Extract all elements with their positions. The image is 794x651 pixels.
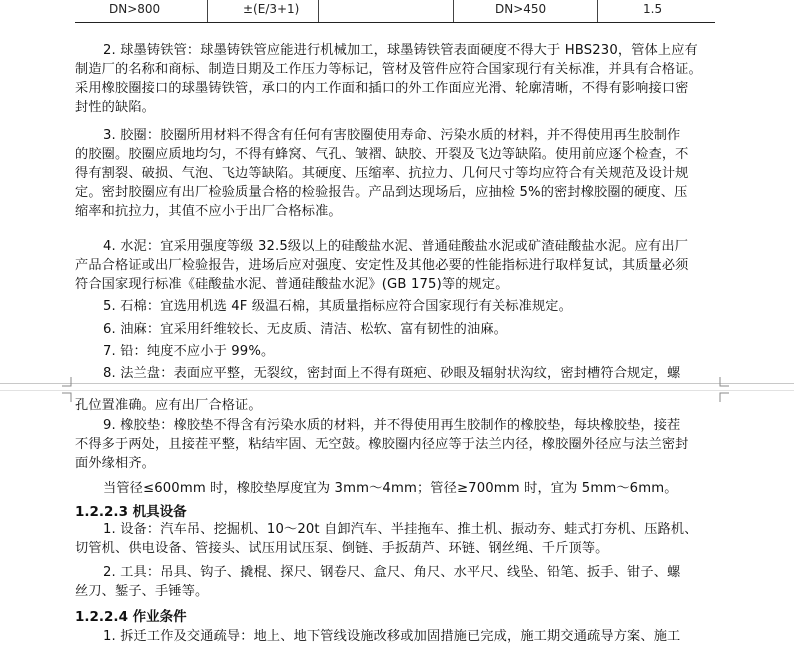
text-line: 2. 球墨铸铁管：球墨铸铁管应能进行机械加工，球墨铸铁管表面硬度不得大于 HBS230，管体上应有: [103, 43, 698, 58]
paragraph-lead: 7. 铅：纯度不应小于 99%。: [103, 344, 275, 359]
text-line: 封性的缺陷。: [75, 100, 156, 116]
text-line: 不得多于两处，且接茬平整，粘结牢固、无空鼓。橡胶圈内径应等于法兰内径，橡胶圈外径应与法兰密封: [75, 437, 689, 453]
text-line: 切管机、供电设备、管接头、试压用试压泵、倒链、手扳葫芦、环链、钢丝绳、千斤顶等。: [75, 541, 609, 557]
page-corner-mark-icon: [62, 392, 72, 402]
section-heading-equipment: 1.2.2.3 机具设备: [75, 504, 187, 520]
text-line: 丝刀、錾子、手锤等。: [75, 584, 209, 600]
page-corner-mark-icon: [719, 377, 729, 387]
text-line: 1. 设备：汽车吊、挖掘机、10～20t 自卸汽车、半挂拖车、推土机、振动夯、蛙式打夯机、压路机、: [103, 522, 698, 537]
table-cell-dn-range: DN>800: [109, 2, 161, 16]
paragraph-gasket-thickness: 当管径≤600mm 时，橡胶垫厚度宜为 3mm～4mm；管径≥700mm 时，宜为 5mm～6mm。: [103, 481, 678, 496]
paragraph-ductile-iron-pipe: [75, 41, 717, 117]
text-line: 3. 胶圈：胶圈所用材料不得含有任何有害胶圈使用寿命、污染水质的材料，并不得使用再生胶制作: [103, 128, 681, 143]
text-line: 制造厂的名称和商标、制造日期及工作压力等标记，管材及管件应符合国家现行有关标准，并具有合格证。: [75, 62, 702, 78]
table-divider: [597, 0, 598, 22]
paragraph-oakum: 6. 油麻：宜采用纤维较长、无皮质、清洁、松软、富有韧性的油麻。: [103, 322, 508, 337]
text-line: 采用橡胶圈接口的球墨铸铁管，承口的内工作面和插口的外工作面应光滑、轮廓清晰，不得有影响接口密: [75, 81, 689, 97]
text-line: 得有割裂、破损、气泡、飞边等缺陷。其硬度、压缩率、抗拉力、几何尺寸等均应符合有关规范及设计规: [75, 166, 689, 182]
table-divider: [207, 0, 208, 22]
paragraph-flange-continued: 孔位置准确。应有出厂合格证。: [75, 398, 262, 413]
text-line: 产品合格证或出厂检验报告，进场后应对强度、安定性及其他必要的性能指标进行取样复试，其质量必须: [75, 258, 689, 274]
page-break-separator: [0, 383, 794, 391]
paragraph-flange: 8. 法兰盘：表面应平整，无裂纹，密封面上不得有斑疤、砂眼及辐射状沟纹，密封槽符合规定，螺: [103, 366, 681, 381]
table-divider: [318, 0, 319, 22]
spec-table-last-row: [75, 0, 715, 23]
page-corner-mark-icon: [62, 377, 72, 387]
text-line: 面外缘相齐。: [75, 456, 156, 472]
paragraph-tools: [75, 563, 717, 601]
paragraph-demolition-traffic: 1. 拆迁工作及交通疏导：地上、地下管线设施改移或加固措施已完成，施工期交通疏导方案、施工: [103, 629, 681, 644]
section-heading-work-conditions: 1.2.2.4 作业条件: [75, 609, 187, 625]
paragraph-rubber-ring: [75, 126, 717, 221]
paragraph-equipment: [75, 520, 717, 558]
paragraph-asbestos: 5. 石棉：宜选用机选 4F 级温石棉，其质量指标应符合国家现行有关标准规定。: [103, 299, 572, 314]
table-cell-dn-range-2: DN>450: [495, 2, 547, 16]
text-line: 4. 水泥：宜采用强度等级 32.5级以上的硅酸盐水泥、普通硅酸盐水泥或矿渣硅酸盐水泥。应有出厂: [103, 239, 689, 254]
text-line: 9. 橡胶垫：橡胶垫不得含有污染水质的材料，并不得使用再生胶制作的橡胶垫，每块橡胶垫，接茬: [103, 418, 681, 433]
table-cell-value: 1.5: [643, 2, 663, 16]
paragraph-cement: [75, 237, 717, 294]
table-cell-tolerance: ±(E/3+1): [243, 2, 300, 16]
table-divider: [453, 0, 454, 22]
text-line: 定。密封胶圈应有出厂检验质量合格的检验报告。产品到达现场后，应抽检 5%的密封橡胶圈的硬度、压: [75, 185, 688, 201]
text-line: 2. 工具：吊具、钩子、撬棍、探尺、钢卷尺、盒尺、角尺、水平尺、线坠、铅笔、扳手、钳子、螺: [103, 565, 681, 580]
text-line: 缩率和抗拉力，其值不应小于出厂合格标准。: [75, 204, 342, 220]
text-line: 符合国家现行标准《硅酸盐水泥、普通硅酸盐水泥》(GB 175)等的规定。: [75, 277, 509, 293]
page-corner-mark-icon: [719, 392, 729, 402]
paragraph-rubber-gasket: [75, 416, 717, 473]
text-line: 的胶圈。胶圈应质地均匀，不得有蜂窝、气孔、皱褶、缺胶、开裂及飞边等缺陷。使用前应逐个检查，不: [75, 147, 689, 163]
